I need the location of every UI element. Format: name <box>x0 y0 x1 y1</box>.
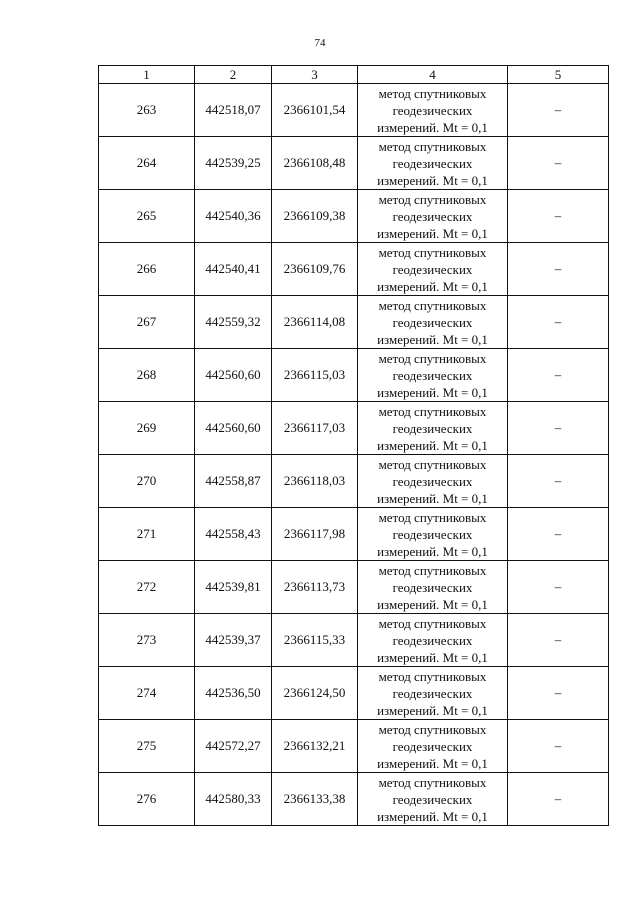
coordinate-x: 442540,36 <box>195 190 272 243</box>
method-line: геодезических <box>392 632 473 648</box>
coordinate-y: 2366118,03 <box>272 455 358 508</box>
note-cell: – <box>508 84 609 137</box>
point-number: 271 <box>99 508 195 561</box>
method-line: метод спутниковых <box>378 138 487 154</box>
coordinate-x: 442539,25 <box>195 137 272 190</box>
table-row <box>99 84 609 137</box>
coordinate-y: 2366109,76 <box>272 243 358 296</box>
note-cell: – <box>508 349 609 402</box>
coordinate-x: 442539,37 <box>195 614 272 667</box>
column-header: 2 <box>195 66 272 84</box>
table-header-row <box>99 66 609 84</box>
coordinate-x: 442560,60 <box>195 349 272 402</box>
table-row <box>99 137 609 190</box>
note-cell: – <box>508 296 609 349</box>
note-cell: – <box>508 614 609 667</box>
method-description <box>358 455 508 508</box>
coordinate-x: 442572,27 <box>195 720 272 773</box>
method-description <box>358 137 508 190</box>
method-description <box>358 508 508 561</box>
method-line: геодезических <box>392 261 473 277</box>
coordinate-y: 2366109,38 <box>272 190 358 243</box>
method-description <box>358 614 508 667</box>
table-row <box>99 561 609 614</box>
note-cell: – <box>508 190 609 243</box>
method-description <box>358 561 508 614</box>
method-line: геодезических <box>392 208 473 224</box>
coordinate-x: 442536,50 <box>195 667 272 720</box>
method-line: метод спутниковых <box>378 615 487 631</box>
method-line: геодезических <box>392 738 473 754</box>
method-line: измерений. Mt = 0,1 <box>377 808 488 824</box>
method-line: измерений. Mt = 0,1 <box>377 225 488 241</box>
method-line: измерений. Mt = 0,1 <box>377 119 488 135</box>
table-row <box>99 349 609 402</box>
note-cell: – <box>508 243 609 296</box>
method-line: геодезических <box>392 791 473 807</box>
table-row <box>99 667 609 720</box>
method-line: геодезических <box>392 579 473 595</box>
method-line: измерений. Mt = 0,1 <box>377 172 488 188</box>
method-line: измерений. Mt = 0,1 <box>377 437 488 453</box>
method-line: геодезических <box>392 367 473 383</box>
method-line: измерений. Mt = 0,1 <box>377 702 488 718</box>
table-row <box>99 720 609 773</box>
coordinate-x: 442518,07 <box>195 84 272 137</box>
method-description <box>358 402 508 455</box>
note-cell: – <box>508 773 609 826</box>
method-line: геодезических <box>392 685 473 701</box>
coordinate-y: 2366113,73 <box>272 561 358 614</box>
coordinate-x: 442560,60 <box>195 402 272 455</box>
coordinate-y: 2366108,48 <box>272 137 358 190</box>
coordinate-x: 442540,41 <box>195 243 272 296</box>
method-line: геодезических <box>392 526 473 542</box>
method-line: метод спутниковых <box>378 244 487 260</box>
coordinate-y: 2366101,54 <box>272 84 358 137</box>
method-line: метод спутниковых <box>378 774 487 790</box>
method-line: геодезических <box>392 102 473 118</box>
method-description <box>358 773 508 826</box>
column-header: 5 <box>508 66 609 84</box>
method-line: измерений. Mt = 0,1 <box>377 543 488 559</box>
note-cell: – <box>508 561 609 614</box>
method-line: метод спутниковых <box>378 85 487 101</box>
method-line: геодезических <box>392 314 473 330</box>
table-row <box>99 614 609 667</box>
method-line: измерений. Mt = 0,1 <box>377 490 488 506</box>
coordinate-y: 2366124,50 <box>272 667 358 720</box>
method-description <box>358 720 508 773</box>
method-line: метод спутниковых <box>378 721 487 737</box>
note-cell: – <box>508 455 609 508</box>
table-row <box>99 508 609 561</box>
coordinate-x: 442558,43 <box>195 508 272 561</box>
coordinate-y: 2366117,03 <box>272 402 358 455</box>
note-cell: – <box>508 667 609 720</box>
point-number: 273 <box>99 614 195 667</box>
point-number: 268 <box>99 349 195 402</box>
method-line: измерений. Mt = 0,1 <box>377 755 488 771</box>
point-number: 275 <box>99 720 195 773</box>
method-line: метод спутниковых <box>378 403 487 419</box>
column-header: 4 <box>358 66 508 84</box>
method-line: метод спутниковых <box>378 509 487 525</box>
coordinates-table <box>98 65 609 826</box>
table-row <box>99 190 609 243</box>
table-row <box>99 296 609 349</box>
method-line: измерений. Mt = 0,1 <box>377 384 488 400</box>
method-description <box>358 243 508 296</box>
method-line: измерений. Mt = 0,1 <box>377 331 488 347</box>
coordinate-y: 2366132,21 <box>272 720 358 773</box>
method-line: измерений. Mt = 0,1 <box>377 649 488 665</box>
method-description <box>358 296 508 349</box>
method-line: геодезических <box>392 420 473 436</box>
method-description <box>358 190 508 243</box>
method-line: метод спутниковых <box>378 350 487 366</box>
note-cell: – <box>508 508 609 561</box>
coordinate-x: 442558,87 <box>195 455 272 508</box>
method-line: метод спутниковых <box>378 456 487 472</box>
point-number: 263 <box>99 84 195 137</box>
method-line: метод спутниковых <box>378 562 487 578</box>
page-number: 74 <box>314 37 326 49</box>
method-line: измерений. Mt = 0,1 <box>377 278 488 294</box>
method-description <box>358 349 508 402</box>
method-line: геодезических <box>392 473 473 489</box>
method-line: измерений. Mt = 0,1 <box>377 596 488 612</box>
column-header: 3 <box>272 66 358 84</box>
point-number: 272 <box>99 561 195 614</box>
table-row <box>99 402 609 455</box>
table-row <box>99 455 609 508</box>
method-description <box>358 667 508 720</box>
note-cell: – <box>508 402 609 455</box>
point-number: 276 <box>99 773 195 826</box>
coordinate-y: 2366133,38 <box>272 773 358 826</box>
method-line: метод спутниковых <box>378 297 487 313</box>
method-description <box>358 84 508 137</box>
coordinate-y: 2366115,03 <box>272 349 358 402</box>
coordinate-y: 2366115,33 <box>272 614 358 667</box>
table-body <box>99 84 609 826</box>
coordinate-y: 2366117,98 <box>272 508 358 561</box>
method-line: геодезических <box>392 155 473 171</box>
column-header: 1 <box>99 66 195 84</box>
coordinate-x: 442539,81 <box>195 561 272 614</box>
table-row <box>99 243 609 296</box>
method-line: метод спутниковых <box>378 191 487 207</box>
coordinate-x: 442559,32 <box>195 296 272 349</box>
point-number: 269 <box>99 402 195 455</box>
table-row <box>99 773 609 826</box>
coordinate-x: 442580,33 <box>195 773 272 826</box>
point-number: 265 <box>99 190 195 243</box>
point-number: 270 <box>99 455 195 508</box>
point-number: 266 <box>99 243 195 296</box>
coordinate-y: 2366114,08 <box>272 296 358 349</box>
point-number: 267 <box>99 296 195 349</box>
note-cell: – <box>508 137 609 190</box>
method-line: метод спутниковых <box>378 668 487 684</box>
point-number: 264 <box>99 137 195 190</box>
note-cell: – <box>508 720 609 773</box>
point-number: 274 <box>99 667 195 720</box>
